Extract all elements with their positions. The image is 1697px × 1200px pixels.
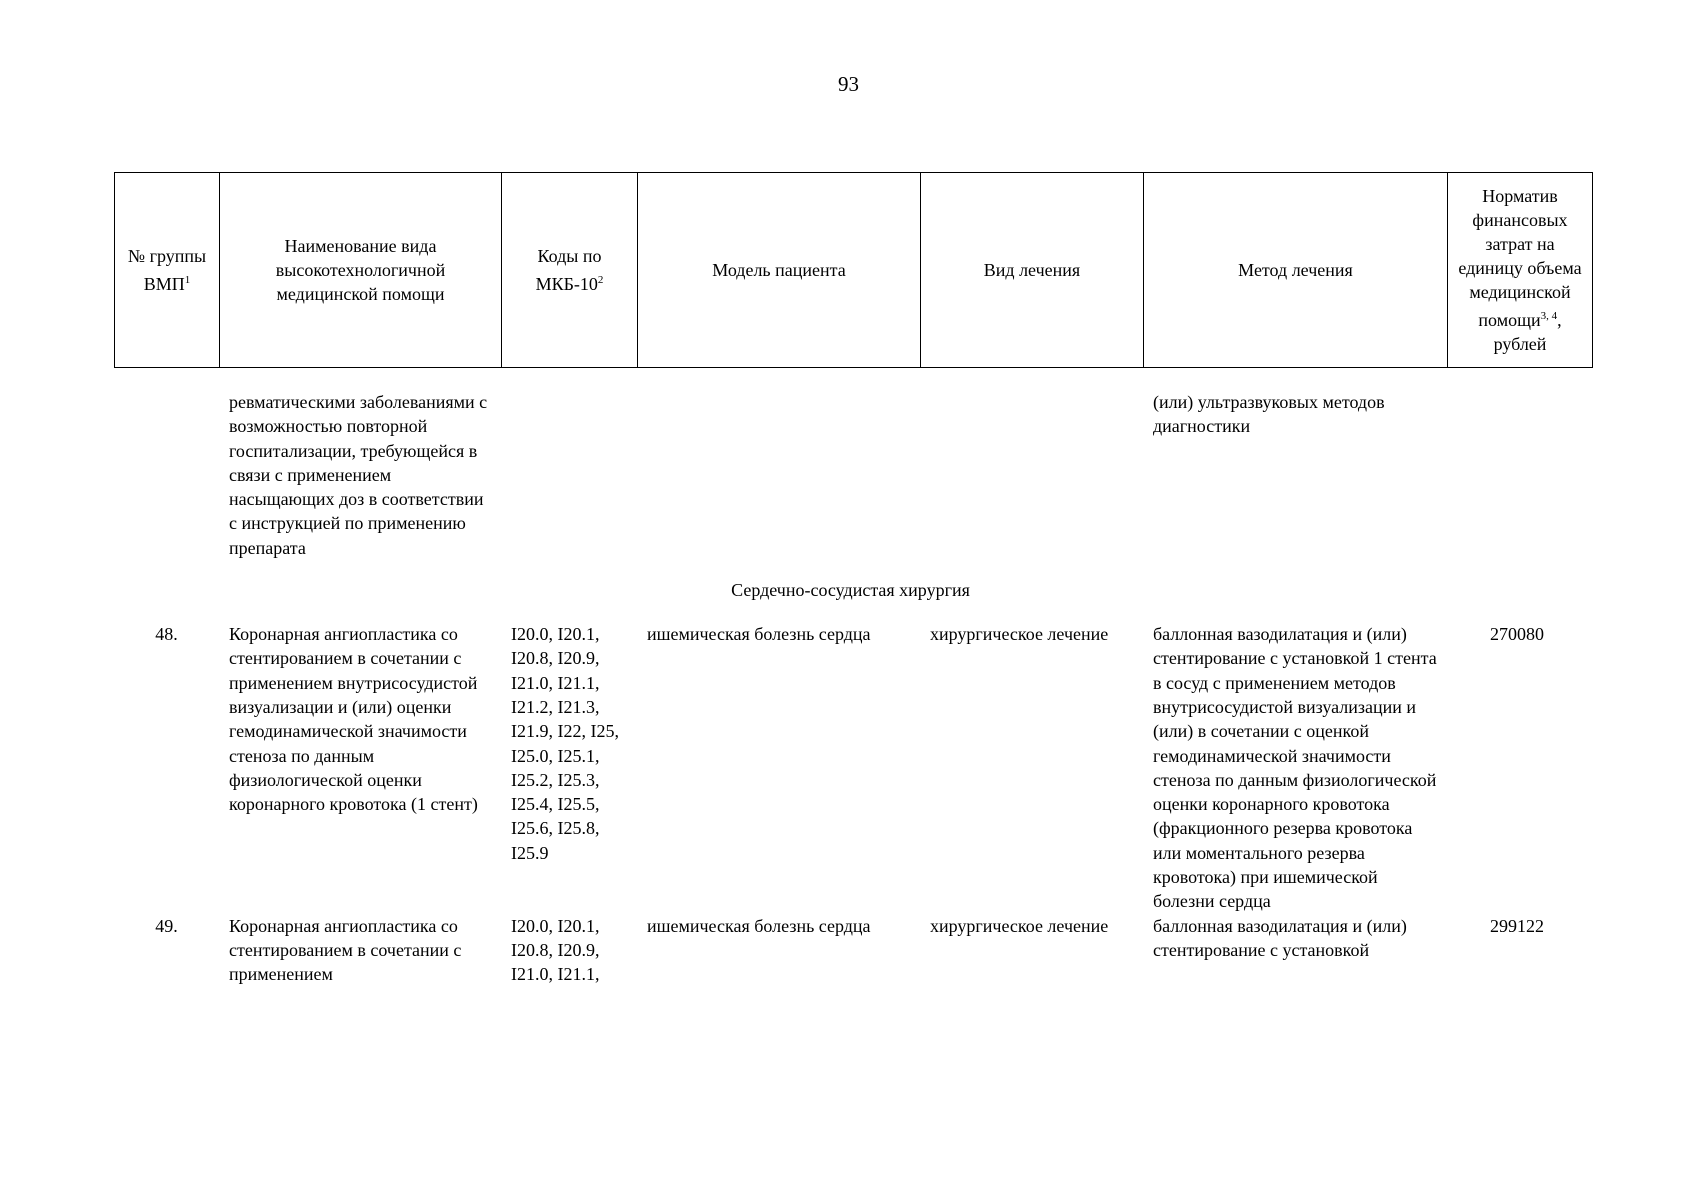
- table-row: [114, 914, 1587, 987]
- row-treatment-type: хирургическое лечение: [930, 915, 1109, 936]
- header-group-number: № группы ВМП$^1$: [115, 173, 220, 368]
- row-number: 49.: [155, 915, 178, 936]
- row-icd-codes: I20.0, I20.1, I20.8, I20.9, I21.0, I21.1,: [511, 915, 600, 985]
- continuation-method: (или) ультразвуковых методов диагностики: [1153, 392, 1385, 437]
- row-number: 48.: [155, 624, 178, 645]
- row-patient-model: ишемическая болезнь сердца: [647, 915, 871, 936]
- table-row-continuation: [114, 390, 1587, 560]
- section-title: Сердечно-сосудистая хирургия: [731, 580, 970, 601]
- row-icd-codes: I20.0, I20.1, I20.8, I20.9, I21.0, I21.1, I21.2, I21.3, I21.9, I22, I25, I25.0, I25.1, I25.2, I25.3, I25.4, I25.5, I25.6, I25.8, I25.9: [511, 624, 619, 863]
- row-treatment-type: хирургическое лечение: [930, 624, 1109, 645]
- row-treatment-method: баллонная вазодилатация и (или) стентирование с установкой 1 стента в сосуд с применением методов внутрисосудистой визуализации и (или) в сочетании с оценкой гемодинамической значимости стеноза по данным физиологической оценки коронарного кровотока (фракционного резерва кровотока или моментального резерва кровотока) при ишемической болезни сердца: [1153, 624, 1437, 912]
- header-treatment-type: Вид лечения: [921, 173, 1144, 368]
- row-cost-norm: 270080: [1490, 624, 1544, 645]
- row-cost-norm: 299122: [1490, 915, 1544, 936]
- row-patient-model: ишемическая болезнь сердца: [647, 624, 871, 645]
- table-header: [114, 172, 1593, 368]
- row-treatment-method: баллонная вазодилатация и (или) стентирование с установкой: [1153, 915, 1407, 960]
- continuation-name: ревматическими заболеваниями с возможностью повторной госпитализации, требующейся в связи с применением насыщающих доз в соответствии с инструкцией по применению препарата: [229, 392, 488, 558]
- table-body: [114, 390, 1587, 987]
- header-vmp-name: Наименование вида высокотехнологичной медицинской помощи: [220, 173, 502, 368]
- row-vmp-name: Коронарная ангиопластика со стентированием в сочетании с применением внутрисосудистой визуализации и (или) оценки гемодинамической значимости стеноза по данным физиологической оценки коронарного кровотока (1 стент): [229, 624, 478, 815]
- row-vmp-name: Коронарная ангиопластика со стентированием в сочетании с применением: [229, 915, 462, 985]
- header-cost-norm: Норматив финансовых затрат на единицу объема медицинской помощи$^{3, 4}$, рублей: [1448, 173, 1593, 368]
- header-icd-codes: Коды по МКБ-$10^2$: [502, 173, 638, 368]
- header-patient-model: Модель пациента: [638, 173, 921, 368]
- page-number: 93: [838, 72, 859, 96]
- table-row: [114, 622, 1587, 914]
- header-treatment-method: Метод лечения: [1144, 173, 1448, 368]
